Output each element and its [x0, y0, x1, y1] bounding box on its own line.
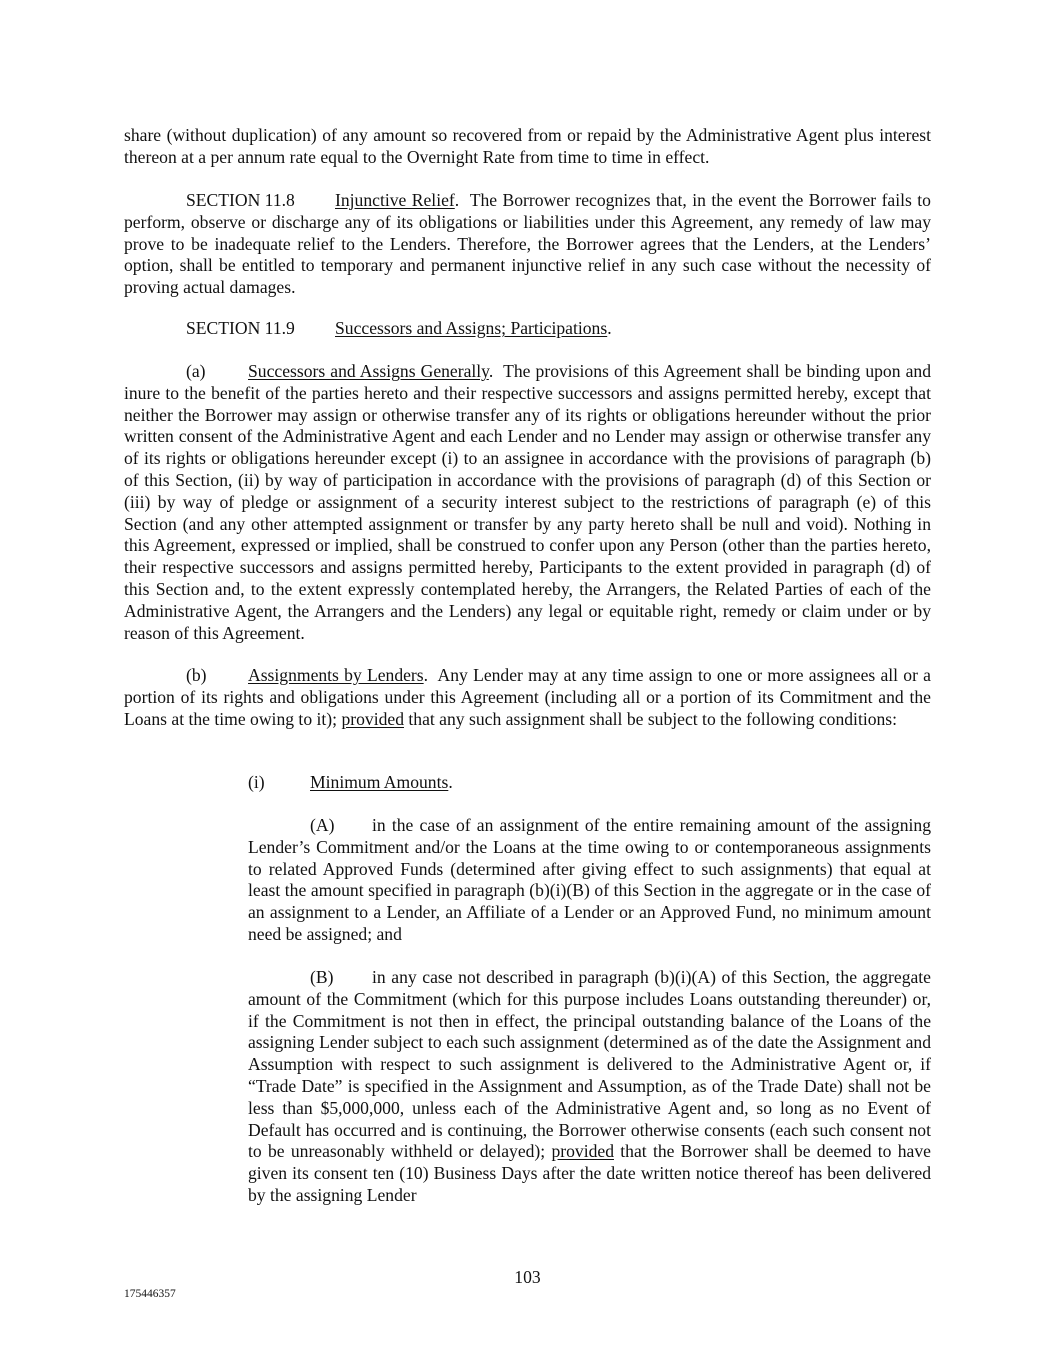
- clause-text: in any case not described in paragraph (b)(i)(A) of this Section, the aggregate amount of the Commitment (which for this purpose includes Loans outstanding thereunder) or, if the Commitment is not then in effect, the principal outstanding balance of the Loans of the assigning Lender subject to each such assignment (determined as of the date the Assignment and Assumption with respect to such assignment is delivered to the Administrative Agent or, if “Trade Date” is specified in the Assignment and Assumption, as of the Trade Date) shall not be less than $5,000,000, unless each of the Administrative Agent and, so long as no Event of Default has occurred and is continuing, the Borrower otherwise consents (each such consent not to be unreasonably withheld or delayed);: [248, 967, 931, 1162]
- subsection-text: The provisions of this Agreement shall be binding upon and inure to the benefit of the parties hereto and their respective successors and assigns permitted hereby, except that neither the Borrower may assign or otherwise transfer any of its rights or obligations hereunder without the prior written consent of the Administrative Agent and each Lender and no Lender may assign or otherwise transfer any of its rights or obligations hereunder except (i) to an assignee in accordance with the provisions of paragraph (b) of this Section, (ii) by way of participation in accordance with the provisions of paragraph (d) of this Section or (iii) by way of pledge or assignment of a security interest subject to the restrictions of paragraph (e) of this Section (and any other attempted assignment or transfer by any party hereto shall be null and void). Nothing in this Agreement, expressed or implied, shall be construed to confer upon any Person (other than the parties hereto, their respective successors and assigns permitted hereby, Participants to the extent provided in paragraph (d) of this Section and, to the extent expressly contemplated hereby, the Arrangers, the Related Parties of each of the Administrative Agent, the Arrangers and the Lenders) any legal or equitable right, remedy or claim under or by reason of this Agreement.: [124, 361, 931, 643]
- paragraph-continuation: share (without duplication) of any amount so recovered from or repaid by the Administrative Agent plus interest thereon at a per annum rate equal to the Overnight Rate from time to time in effect.: [124, 125, 931, 167]
- section-11-9: SECTION 11.9 Successors and Assigns; Participations.: [186, 318, 612, 338]
- clause-i: (i) Minimum Amounts.: [248, 772, 453, 792]
- clause-label: (B): [310, 967, 334, 987]
- section-number: SECTION 11.8: [186, 190, 295, 210]
- clause-text-cont: that the Borrower shall be deemed to have given its consent ten (10) Business Days after the date written notice thereof has been delivered by the assigning Lender: [248, 1141, 931, 1205]
- clause-label: (i): [248, 772, 265, 792]
- clause-label: (A): [310, 815, 335, 835]
- clause-B: [248, 967, 931, 1207]
- section-text: The Borrower recognizes that, in the event the Borrower fails to perform, observe or discharge any of its obligations or liabilities under this Agreement, any remedy of law may prove to be inadequate relief to the Lenders. Therefore, the Borrower agrees that the Lenders, at the Lenders’ option, shall be entitled to temporary and permanent injunctive relief in any such case without the necessity of proving actual damages.: [124, 190, 931, 298]
- subsection-text: Any Lender may at any time assign to one or more assignees all or a portion of its rights and obligations under this Agreement (including all or a portion of its Commitment and the Loans at the time owing to it);: [124, 665, 931, 729]
- subsection-b: (b) Assignments by Lenders. Any Lender may at any time assign to one or more assignees all or a portion of its rights and obligations under this Agreement (including all or a portion of its Commitment and the Loans at the time owing to it); provided that any such assignment shall be subject to the following conditions:: [124, 665, 931, 729]
- subsection-a: (a) Successors and Assigns Generally. The provisions of this Agreement shall be binding upon and inure to the benefit of the parties hereto and their respective successors and assigns permitted hereby, except that neither the Borrower may assign or otherwise transfer any of its rights or obligations hereunder without the prior written consent of the Administrative Agent and each Lender and no Lender may assign or otherwise transfer any of its rights or obligations hereunder except (i) to an assignee in accordance with the provisions of paragraph (b) of this Section, (ii) by way of participation in accordance with the provisions of paragraph (d) of this Section or (iii) by way of pledge or assignment of a security interest subject to the restrictions of paragraph (e) of this Section (and any other attempted assignment or transfer by any party hereto shall be null and void). Nothing in this Agreement, expressed or implied, shall be construed to confer upon any Person (other than the parties hereto, their respective successors and assigns permitted hereby, Participants to the extent provided in paragraph (d) of this Section and, to the extent expressly contemplated hereby, the Arrangers, the Related Parties of each of the Administrative Agent, the Arrangers and the Lenders) any legal or equitable right, remedy or claim under or by reason of this Agreement.: [124, 361, 931, 643]
- document-id: 175446357: [124, 1288, 176, 1300]
- page-number: 103: [514, 1267, 541, 1287]
- clause-text: in the case of an assignment of the entire remaining amount of the assigning Lender’s Commitment and/or the Loans at the time owing to or contemporaneous assignments to related Approved Funds (determined after giving effect to such assignments) that equal at least the amount specified in paragraph (b)(i)(B) of this Section in the aggregate or in the case of an assignment to a Lender, an Affiliate of a Lender or an Approved Fund, no minimum amount need be assigned; and: [248, 815, 931, 944]
- subsection-label: (b): [186, 665, 207, 685]
- section-11-8: SECTION 11.8 Injunctive Relief. The Borrower recognizes that, in the event the Borrower fails to perform, observe or discharge any of its obligations or liabilities under this Agreement, any remedy of law may prove to be inadequate relief to the Lenders. Therefore, the Borrower agrees that the Lenders, at the Lenders’ option, shall be entitled to temporary and permanent injunctive relief in any such case without the necessity of proving actual damages.: [124, 190, 931, 298]
- section-heading: Injunctive Relief: [335, 190, 455, 210]
- clause-heading: Minimum Amounts: [310, 772, 449, 792]
- subsection-label: (a): [186, 361, 206, 381]
- subsection-text-cont: that any such assignment shall be subject to the following conditions:: [408, 708, 898, 729]
- clause-A: [248, 815, 931, 946]
- provided-term: provided: [341, 708, 404, 729]
- section-number: SECTION 11.9: [186, 318, 295, 338]
- subsection-heading: Successors and Assigns Generally: [248, 361, 489, 381]
- provided-term: provided: [551, 1141, 614, 1162]
- section-heading: Successors and Assigns; Participations: [335, 318, 608, 338]
- subsection-heading: Assignments by Lenders: [248, 665, 424, 685]
